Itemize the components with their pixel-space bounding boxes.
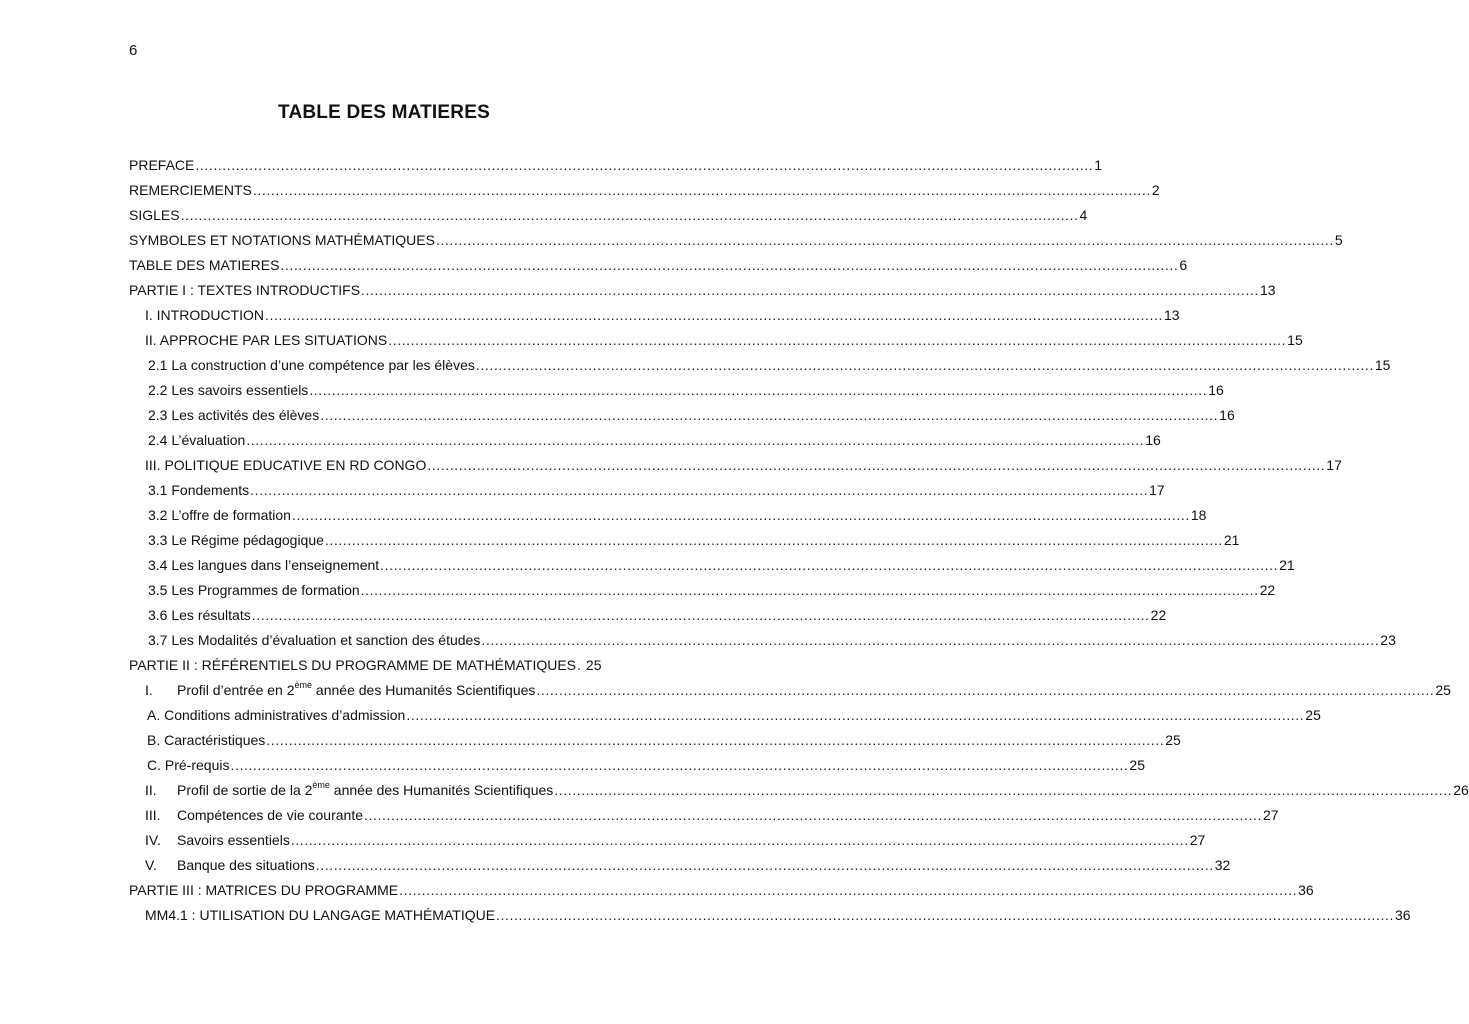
toc-leader-dots: ........................................................................................................................................................................................................ [536, 682, 1435, 698]
toc-entry-page: 18 [1190, 507, 1207, 523]
toc-entry-3-1[interactable] [148, 481, 1165, 499]
toc-entry-number: V. [145, 857, 157, 873]
toc-leader-dots: ........................................................................................................................................................................................................ [399, 882, 1298, 898]
toc-entry-page: 27 [1262, 807, 1279, 823]
toc-entry-label: SYMBOLES ET NOTATIONS MATHÉMATIQUES [129, 232, 435, 248]
toc-entry-symboles[interactable] [129, 231, 1343, 249]
toc-entry-page: 16 [1219, 407, 1235, 423]
toc-entry-a[interactable] [147, 706, 1321, 724]
page-number: 6 [129, 42, 138, 59]
toc-leader-dots: ........................................................................................................................................................................................................ [195, 157, 1094, 173]
toc-entry-competences[interactable] [145, 806, 1279, 824]
toc-entry-page: 13 [1163, 307, 1180, 323]
toc-entry-approche[interactable] [145, 331, 1303, 349]
toc-entry-number: III. [145, 807, 161, 823]
toc-leader-dots: ........................................................................................................................................................................................................ [309, 382, 1208, 398]
page-title: TABLE DES MATIERES [278, 102, 490, 123]
toc-leader-dots: ........................................................................................................................................................................................................ [481, 632, 1380, 648]
toc-entry-label: TABLE DES MATIERES [129, 257, 280, 273]
toc-entry-label: 3.2 L’offre de formation [148, 507, 291, 523]
toc-leader-dots: ........................................................................................................................................................................................................ [230, 757, 1129, 773]
toc-entry-3-4[interactable] [148, 556, 1295, 574]
toc-entry-c[interactable] [147, 756, 1145, 774]
toc-entry-profil-entree[interactable] [145, 680, 1451, 699]
toc-entry-page: 17 [1149, 482, 1165, 498]
toc-entry-page: 25 [1305, 707, 1321, 723]
toc-leader-dots: ........................................................................................................................................................................................................ [364, 807, 1262, 823]
toc-entry-superscript: ème [312, 780, 330, 791]
toc-entry-page: 32 [1214, 857, 1231, 873]
toc-leader-dots: ........................................................................................................................................................................................................ [315, 857, 1214, 873]
toc-entry-label: Savoirs essentiels [177, 832, 290, 848]
toc-leader-dots: ........................................................................................................................................................................................................ [266, 732, 1165, 748]
toc-leader-dots: ........................................................................................................................................................................................................ [435, 232, 1334, 248]
toc-entry-table-des-matieres[interactable] [129, 256, 1188, 274]
toc-leader-dots: . [577, 657, 581, 673]
toc-entry-partie-3[interactable] [129, 881, 1314, 899]
toc-entry-label: B. Caractéristiques [147, 732, 266, 748]
toc-entry-label: 2.3 Les activités des élèves [148, 407, 320, 423]
toc-entry-label: III. POLITIQUE EDUCATIVE EN RD CONGO [145, 457, 427, 473]
toc-entry-page: 16 [1208, 382, 1224, 398]
toc-leader-dots: ........................................................................................................................................................................................................ [180, 207, 1079, 223]
toc-entry-label: 3.4 Les langues dans l’enseignement [148, 557, 380, 573]
toc-entry-label: 3.3 Le Régime pédagogique [148, 532, 324, 548]
toc-leader-dots: ........................................................................................................................................................................................................ [290, 832, 1189, 848]
toc-leader-dots: ........................................................................................................................................................................................................ [388, 332, 1287, 348]
toc-entry-label: PREFACE [129, 157, 195, 173]
toc-leader-dots: ........................................................................................................................................................................................................ [361, 282, 1259, 298]
toc-entry-mm4-1[interactable] [145, 906, 1411, 924]
toc-entry-label-group [145, 681, 535, 699]
toc-entry-label: 2.1 La construction d’une compétence par les élèves [148, 357, 475, 373]
toc-entry-page: 26 [1453, 782, 1469, 798]
toc-leader-dots: ........................................................................................................................................................................................................ [427, 457, 1326, 473]
toc-entry-label: 3.5 Les Programmes de formation [148, 582, 360, 598]
toc-entry-3-2[interactable] [148, 506, 1207, 524]
toc-leader-dots: ........................................................................................................................................................................................................ [246, 432, 1145, 448]
toc-entry-partie-2[interactable] [129, 656, 640, 674]
toc-entry-label: C. Pré-requis [147, 757, 230, 773]
toc-leader-dots: ........................................................................................................................................................................................................ [496, 907, 1394, 923]
toc-entry-page: 13 [1259, 282, 1276, 298]
toc-entry-2-2[interactable] [148, 381, 1224, 399]
toc-entry-page: 25 [1165, 732, 1181, 748]
toc-entry-3-5[interactable] [148, 581, 1276, 599]
toc-entry-2-3[interactable] [148, 406, 1235, 424]
toc-entry-3-3[interactable] [148, 531, 1240, 549]
toc-entry-preface[interactable] [129, 156, 1103, 174]
toc-leader-dots: ........................................................................................................................................................................................................ [406, 707, 1305, 723]
toc-entry-3-6[interactable] [148, 606, 1167, 624]
toc-entry-page: 21 [1223, 532, 1240, 548]
toc-entry-label: SIGLES [129, 207, 180, 223]
toc-leader-dots: ........................................................................................................................................................................................................ [265, 307, 1163, 323]
toc-entry-label: PARTIE III : MATRICES DU PROGRAMME [129, 882, 399, 898]
toc-entry-partie-1[interactable] [129, 281, 1276, 299]
toc-entry-number: II. [145, 782, 157, 798]
toc-entry-label: Compétences de vie courante [177, 807, 363, 823]
toc-entry-page: 27 [1189, 832, 1206, 848]
toc-leader-dots: ........................................................................................................................................................................................................ [280, 257, 1179, 273]
toc-entry-politique[interactable] [145, 456, 1342, 474]
toc-entry-label-suffix: année des Humanités Scientifiques [329, 782, 554, 798]
toc-entry-label: 3.7 Les Modalités d’évaluation et sanction des études [148, 632, 481, 648]
toc-entry-page: 23 [1380, 632, 1396, 648]
toc-entry-sigles[interactable] [129, 206, 1088, 224]
toc-entry-label: Profil de sortie de la 2 [177, 782, 313, 798]
toc-entry-page: 6 [1179, 257, 1188, 273]
toc-entry-page: 22 [1259, 582, 1276, 598]
toc-entry-page: 15 [1287, 332, 1303, 348]
toc-entry-label: A. Conditions administratives d’admission [147, 707, 406, 723]
toc-leader-dots: ........................................................................................................................................................................................................ [250, 482, 1149, 498]
toc-leader-dots: ........................................................................................................................................................................................................ [252, 182, 1151, 198]
toc-entry-banque[interactable] [145, 856, 1231, 874]
toc-leader-dots: ........................................................................................................................................................................................................ [291, 507, 1190, 523]
toc-leader-dots: ........................................................................................................................................................................................................ [380, 557, 1279, 573]
toc-entry-3-7[interactable] [148, 631, 1396, 649]
toc-entry-label: Banque des situations [177, 857, 315, 873]
toc-entry-page: 2 [1151, 182, 1160, 198]
toc-entry-profil-sortie[interactable] [145, 780, 1469, 799]
toc-entry-label-group [145, 856, 315, 874]
toc-entry-label: PARTIE II : RÉFÉRENTIELS DU PROGRAMME DE MATHÉMATIQUES [129, 657, 577, 673]
toc-entry-superscript: ème [294, 680, 313, 691]
toc-entry-2-1[interactable] [148, 356, 1391, 374]
toc-leader-dots: ........................................................................................................................................................................................................ [324, 532, 1223, 548]
toc-entry-page: 36 [1394, 907, 1411, 923]
toc-entry-2-4[interactable] [148, 431, 1161, 449]
toc-entry-label-group [145, 781, 553, 799]
toc-entry-label: II. APPROCHE PAR LES SITUATIONS [145, 332, 388, 348]
toc-entry-page: 16 [1145, 432, 1161, 448]
toc-entry-page: 4 [1079, 207, 1088, 223]
toc-leader-dots: ........................................................................................................................................................................................................ [360, 582, 1259, 598]
toc-entry-label-suffix: année des Humanités Scientifiques [312, 682, 536, 698]
toc-entry-label: Profil d’entrée en 2 [177, 682, 295, 698]
toc-entry-label-group [145, 806, 363, 824]
toc-entry-page: 1 [1094, 157, 1103, 173]
toc-entry-label: MM4.1 : UTILISATION DU LANGAGE MATHÉMATIQUE [145, 907, 496, 923]
toc-entry-label: 2.2 Les savoirs essentiels [148, 382, 309, 398]
toc-entry-page: 25 [1129, 757, 1145, 773]
toc-entry-page: 36 [1298, 882, 1314, 898]
toc-entry-page: 22 [1150, 607, 1167, 623]
toc-entry-label: 2.4 L’évaluation [148, 432, 246, 448]
toc-entry-introduction[interactable] [145, 306, 1180, 324]
toc-leader-dots: ........................................................................................................................................................................................................ [475, 357, 1374, 373]
toc-entry-label: 3.6 Les résultats [148, 607, 251, 623]
toc-entry-label: REMERCIEMENTS [129, 182, 252, 198]
toc-entry-remerciements[interactable] [129, 181, 1160, 199]
toc-entry-page: 21 [1279, 557, 1295, 573]
toc-leader-dots: ........................................................................................................................................................................................................ [320, 407, 1219, 423]
toc-leader-dots: ........................................................................................................................................................................................................ [251, 607, 1150, 623]
toc-entry-number: I. [145, 682, 153, 698]
toc-entry-label: 3.1 Fondements [148, 482, 250, 498]
toc-entry-page: 15 [1374, 357, 1391, 373]
toc-entry-savoirs[interactable] [145, 831, 1206, 849]
toc-entry-b[interactable] [147, 731, 1181, 749]
toc-entry-page: 17 [1326, 457, 1342, 473]
toc-entry-page: 25 [585, 657, 602, 673]
toc-entry-page: 5 [1334, 232, 1343, 248]
toc-leader-dots: ........................................................................................................................................................................................................ [554, 782, 1453, 798]
toc-entry-label: I. INTRODUCTION [145, 307, 264, 323]
toc-entry-number: IV. [145, 832, 161, 848]
toc-entry-label-group [145, 831, 290, 849]
toc-entry-label: PARTIE I : TEXTES INTRODUCTIFS [129, 282, 361, 298]
toc-entry-page: 25 [1435, 682, 1451, 698]
